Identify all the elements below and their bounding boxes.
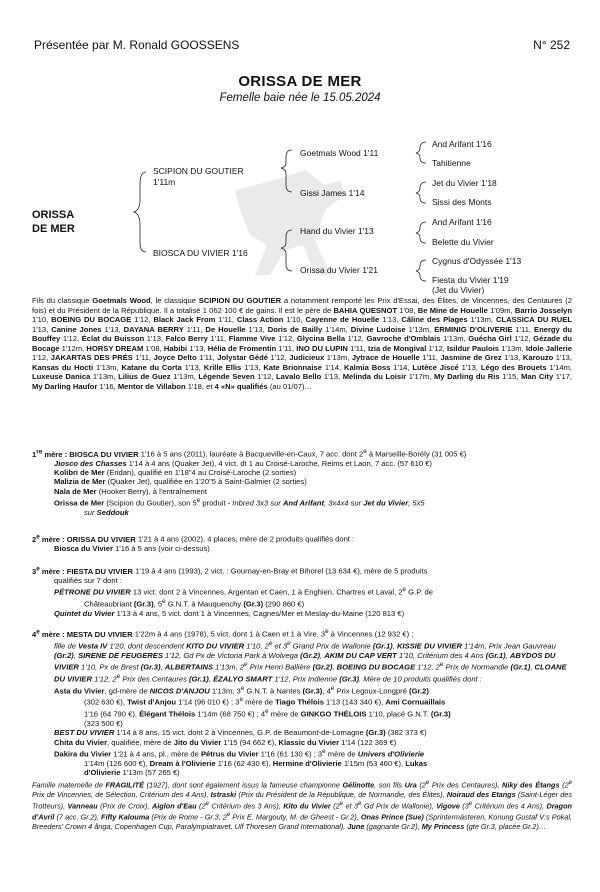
pedigree-horse-line1: ORISSA [32,209,75,221]
produce-line: Asta du Vivier, gd-mère de NICOS D'ANJOU 1'13m, 3e G.N.T. à Nantes (Gr.3), 4e Prix Legoux-Longpré (Gr.2) [54,684,429,696]
pedigree-sd: Gissi James 1'14 [300,188,365,198]
horse-title: ORISSA DE MER [238,73,362,90]
maternal-family-paragraph: Famille maternelle de FRAGILITÉ (1927), dont sont également issus la fameuse championne Gélinotte, son fils Ura (2e Prix des Centaures), Niky des Étangs (2e Prix de Vincennes, de Sélection, Critérium des 4 Ans), Istraski (Prix du Président de la République, de Normandie, des Élites), Noiraud des Etangs (Saint-Léger des Trotteurs), Vanneau (Prix de Croix), Aiglon d'Eau (2e Critérium des 3 Ans), Kito du Vivier (2e et 3e Gd Prix de Wallonie), Vigove (3e Critérium des 4 Ans), Dragon d'Avril (7 acc. Gr.2), Fifty Kalouma (Prix de Rome - Gr.3, 2e Prix E. Margouty, M. de Gheest - Gr.2), Onas Prince (Sue) (Sprintermästeren, Konung Gustaf V:s Pokal, Breeders' Crown 4 ånga, Copenhagen Cup, Paralympiatravet, Ulf Thoresen Grand International), June (gagnante Gr.2), My Princess (gte Gr.3, placée Gr.2)… [32,779,573,832]
pedigree-dd: Orissa du Vivier 1'21 [300,265,379,275]
produce-line: Biosca du Vivier 1'16 à 5 ans (voir ci-dessus) [54,543,210,553]
produce-line: BEST DU VIVIER 1'14 à 8 ans, 15 vict. dont 2 à Vincennes, G.P. de Beaumont-de-Lomagne (Gr.3) (382 373 €) [54,728,427,738]
produce-line: sur Seddouk [84,507,129,517]
produce-line: Jiosco des Chasses 1'14 à 4 ans (Quaker Jet), 4 vict. dt 1 au Croisé-Laroche, Reims et Laon, 7 acc. (57 610 €) [54,458,432,468]
produce-line: Dakira du Vivier 1'21 à 4 ans, pl., mère de Pétrus du Vivier 1'16 (61 130 €) ; 3e mère de Univers d'Olivierie [54,747,425,759]
pedigree-sire: SCIPION DU GOUTIER [153,166,244,176]
produce-line: (302 630 €), Twist d'Anjou 1'14 (96 010 €) ; 3e mère de Tiago Thélois 1'13 (143 340 €), Ami Cornuaillais [84,696,446,707]
pedigree-dss: And Arifant 1'16 [432,217,492,227]
pedigree-dds: Cygnus d'Odyssée 1'13 [432,256,522,266]
pedigree-sss: And Arifant 1'16 [432,139,492,149]
pedigree-ddd2: (Jet du Vivier) [432,285,485,295]
pedigree-horse-line2: DE MER [32,223,75,235]
lot-number: N° 252 [533,38,570,52]
produce-line: qualifiés sur 7 dont : [54,575,122,585]
produce-line: fille de Vesta IV 1'20, dont descendent KITO DU VIVIER 1'10, 2e et 3e Grand Prix de Wallonie (Gr.1), KISSIE DU VIVIER 1'14m, Prix Jean Gauvreau (Gr.2), SIRENE DE FEUGERES 1'12, Gd Px de Victoria Park à Wolvega (Gr.2), AKIM DU CAP VERT 1'10, Critérium des 4 Ans (Gr.1), ABYDOS DU VIVIER 1'10, Px de Brest (Gr.3), ALBERTAINS 1'13m, 2e Prix Henri Ballière (Gr.2), BOEING DU BOCAGE 1'12, 2e Prix de Normandie (Gr.1), CLOANE DU VIVIER 1'12, 2e Prix des Centaures (Gr.1), ÉZALYO SMART 1'12, Prix Indienne (Gr.3). Mère de 10 produits qualifiés dont : [54,639,567,684]
pedigree-sdd: Sissi des Monts [432,197,492,207]
produce-line: 1'16 (64 790 €), Élégant Thélois 1'14m (68 750 €) ; 4e mère de GINKGO THÉLOIS 1'10, placé G.N.T. (Gr.3) [84,708,451,719]
page-header [34,38,570,52]
fourth-dam-section [32,627,572,777]
produce-line: PÉTRONE DU VIVIER 13 vict. dont 2 à Vincennes, Argentan et Caen, 1 à Enghien, Chartres et Laval, 2e G.P. de [54,586,433,597]
third-dam-section [32,564,572,618]
produce-line: Quintet du Vivier 1'13 à 4 ans, 5 vict. dont 1 à Vincennes, Cagnes/Mer et Meslay-du-Maine (120 813 €) [54,608,405,618]
pedigree-ddd: Fiesta du Vivier 1'19 [432,275,509,285]
pedigree-sire-time: 1'11m [153,177,176,187]
pedigree-chart [0,130,600,295]
second-dam-section [32,532,572,553]
first-dam-heading: 1re mère : BIOSCA DU VIVIER 1'16 à 5 ans (2011), lauréate à Bacqueville-en-Caux, 7 acc. dont 2e à Marseille-Borély (31 005 €) [32,448,467,459]
produce-line: 1'14m (126 600 €), Dream à l'Olivierie 1'16 (62 430 €), Hermine d'Olivierie 1'15m (53 460 €), Lukas [84,758,428,768]
second-dam-heading: 2e mère : ORISSA DU VIVIER 1'21 à 4 ans (2002), 4 places, mère de 2 produits qualifiés dont : [32,533,355,544]
pedigree-ds: Hand du Vivier 1'13 [300,226,374,236]
produce-line: Malizia de Mer (Quaker Jet), qualifiée en 1'20"5 à Saint-Galmier (2 sorties) [54,477,307,487]
presenter-text: Présentée par M. Ronald GOOSSENS [34,38,240,52]
produce-line: Orissa de Mer (Scipion du Goutier), son 5e produit - Inbred 3x3 sur And Arifant, 3x4x4 sur Jet du Vivier, 5x5 [54,497,425,508]
produce-line: Nala de Mer (Hooker Berry), à l'entraînement [54,486,207,496]
sire-paragraph: Fils du classique Goetmals Wood, le classique SCIPION DU GOUTIER a notamment remporté les Prix d'Essai, des Élites, de Vincennes, des Centaures (2 fois) et du Président de la République. Il a totalisé 1 062 100 € de gains. Il est le père de BAHIA QUESNOT 1'08, Be Mine de Houelle 1'09m, Barrio Josselyn 1'10, BOEING DU BOCAGE 1'12, Black Jack From 1'11, Class Action 1'10, Cayenne de Houelle 1'13, Câline des Plages 1'13m, CLASSICA DU RUEL 1'13, Canine Jones 1'13, DAYANA BERRY 1'11, De Houelle 1'13, Doris de Bailly 1'14m, Divine Ludoise 1'13m, ERMINIG D'OLIVERIE 1'11, Energy du Bouffey 1'12, Éclat du Buisson 1'13, Falco Berry 1'11, Flamme Vive 1'12, Glycina Bella 1'12, Gavroche d'Omblais 1'13m, Guécha Girl 1'12, Gézade du Bocage 1'12m, HORSY DREAM 1'08, Habibi 1'13, Hélia de Fromentin 1'11, INO DU LUPIN 1'11, Izia de Mongival 1'12, Isildur Paulois 1'13m, Idole Jallerie 1'12, JAKARTAS DES PRÉS 1'11, Joyce Delto 1'11, Jolystar Gédé 1'12, Judicieux 1'13m, Jytrace de Houelle 1'11, Jasmine de Grez 1'13, Karouzo 1'13, Kansas du Hocti 1'13m, Katane du Corta 1'13, Krille Ellis 1'13, Kate Brionnaise 1'14, Kalmia Boss 1'14, Lutèce Jiscé 1'13, Légo des Brouets 1'14m, Luxeuse Danica 1'13m, Lilius de Guez 1'13m, Légende Seven 1'12, Lavalo Bello 1'13, Melinda du Loisir 1'17m, My Darling du Ris 1'15, Man City 1'17, My Darling Haufor 1'16, Mentor de Villabon 1'18, et 4 «N» qualifiés (au 01/07)… [32,296,573,391]
fourth-dam-heading: 4e mère : MESTA DU VIVIER 1'22m à 4 ans (1978), 5 vict. dont 1 à Caen et 1 à Vire, 3e à Vincennes (12 932 €) ; [32,628,414,639]
pedigree-dam: BIOSCA DU VIVIER 1'16 [153,248,248,258]
produce-line: d'Olivierie 1'13m (57 265 €) [84,768,180,778]
produce-line: (323 500 €) [84,719,123,729]
first-dam-section [32,447,572,517]
pedigree-dsd: Belette du Vivier [432,237,494,247]
horse-subtitle: Femelle baie née le 15.05.2024 [219,92,381,104]
produce-line: Châteaubriant (Gr.3), 5e G.N.T. à Mauquenchy (Gr.3) (290 860 €) [84,597,305,609]
produce-line: Kolibri de Mer (Eridan), qualifié en 1'18"4 au Croisé-Laroche (2 sorties) [54,468,297,478]
pedigree-ss: Goetmals Wood 1'11 [300,148,379,158]
produce-line: Chita du Vivier, qualifiée, mère de Jito du Vivier 1'15 (94 662 €), Klassic du Vivier 1'14 (122 369 €) [54,737,397,747]
third-dam-heading: 3e mère : FIESTA DU VIVIER 1'19 à 4 ans (1993), 2 vict. : Gournay-en-Bray et Bihorel (13 634 €), mère de 5 produits [32,565,428,576]
pedigree-sds: Jet du Vivier 1'18 [432,178,497,188]
pedigree-ssd: Tahitienne [432,158,471,168]
